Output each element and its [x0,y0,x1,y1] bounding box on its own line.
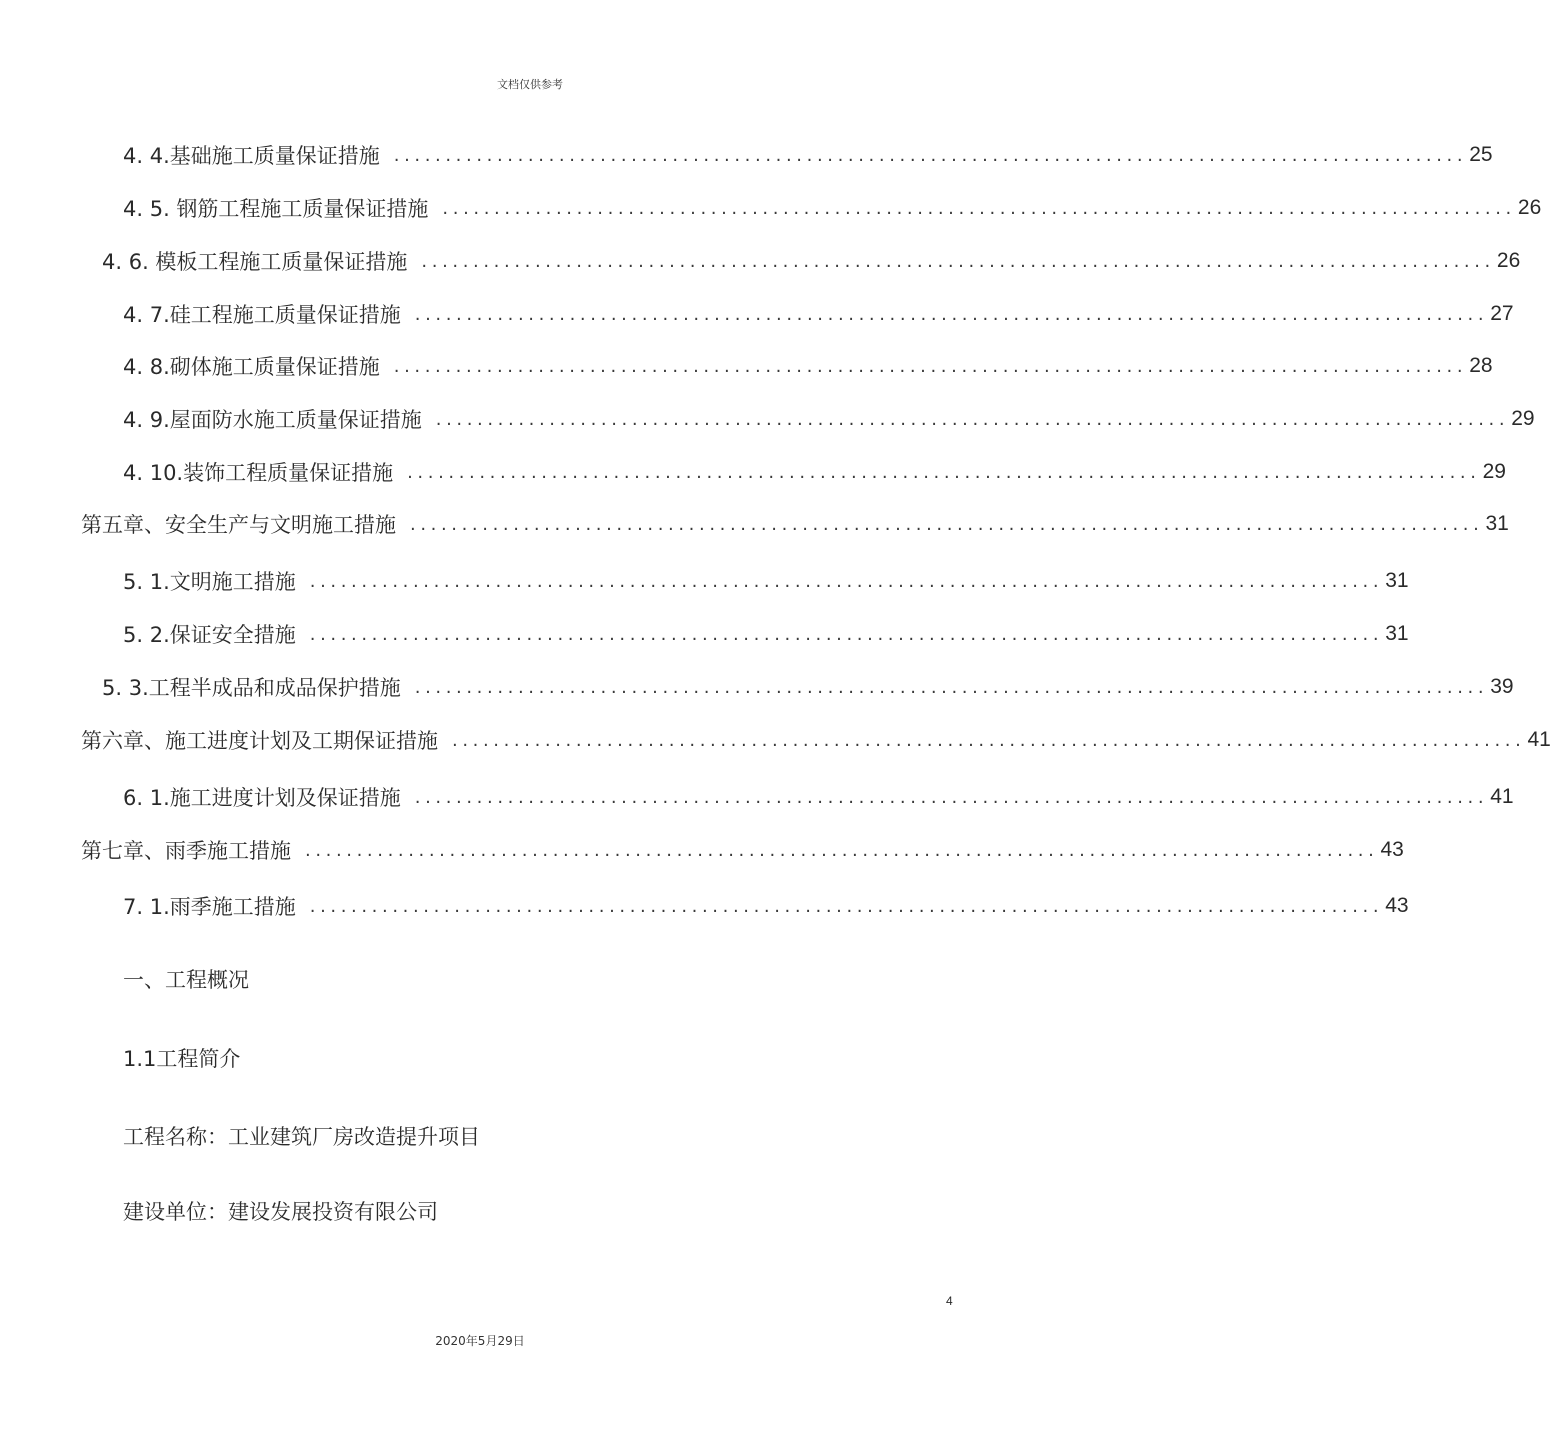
toc-leader-dots: ........................................................................................................ [435,408,1510,430]
toc-entry[interactable] [81,509,1509,539]
page-footer-date: 2020年5月29日 [435,1334,525,1348]
section-heading: 一、工程概况 [123,968,249,992]
toc-entry-label: 7. 1.雨季施工措施 [123,895,296,919]
toc-entry-label: 第五章、安全生产与文明施工措施 [81,513,396,537]
toc-entry-page: 28 [1469,354,1493,377]
toc-leader-dots: ........................................................................................................ [421,250,1495,272]
construction-unit-line: 建设单位：建设发展投资有限公司 [123,1200,438,1224]
toc-entry-label: 4. 9.屋面防水施工质量保证措施 [123,408,422,432]
toc-leader-dots: ........................................................................................................ [452,729,1526,751]
toc-entry[interactable] [102,672,1514,702]
toc-entry-page: 31 [1385,622,1409,645]
toc-entry-label: 4. 4.基础施工质量保证措施 [123,144,380,168]
toc-entry-page: 26 [1496,249,1521,272]
toc-entry[interactable] [123,457,1506,487]
toc-entry-page: 43 [1385,894,1409,917]
toc-entry[interactable] [123,891,1409,921]
toc-entry-label: 4. 7.硅工程施工质量保证措施 [123,303,401,327]
toc-entry-page: 27 [1490,302,1514,325]
subsection-heading: 1.1工程简介 [123,1047,241,1071]
toc-leader-dots: ........................................................................................................ [442,197,1516,219]
toc-leader-dots: ........................................................................................................ [407,461,1481,483]
toc-entry-label: 4. 6. 模板工程施工质量保证措施 [102,250,408,274]
toc-entry-label: 4. 5. 钢筋工程施工质量保证措施 [123,197,429,221]
toc-leader-dots: ........................................................................................................ [414,786,1489,808]
toc-entry-label: 4. 10.装饰工程质量保证措施 [123,461,394,485]
toc-entry-page: 25 [1469,143,1493,166]
toc-entry-label: 6. 1.施工进度计划及保证措施 [123,786,401,810]
toc-entry[interactable] [123,404,1535,434]
toc-entry-page: 26 [1517,196,1542,219]
toc-leader-dots: ........................................................................................................ [393,355,1468,377]
page-header: 文档仅供参考 [497,78,563,91]
toc-entry[interactable] [123,299,1514,329]
toc-entry-page: 41 [1527,728,1551,751]
toc-entry-page: 43 [1380,838,1404,861]
toc-entry-page: 39 [1490,675,1514,698]
toc-entry-label: 5. 2.保证安全措施 [123,623,296,647]
toc-entry[interactable] [123,782,1514,812]
toc-entry-page: 31 [1485,512,1509,535]
toc-entry[interactable] [81,725,1551,755]
toc-entry[interactable] [123,619,1409,649]
toc-leader-dots: ........................................................................................................ [309,623,1384,645]
toc-entry-label: 4. 8.砌体施工质量保证措施 [123,355,380,379]
toc-leader-dots: ........................................................................................................ [393,144,1468,166]
toc-leader-dots: ........................................................................................................ [309,895,1384,917]
toc-entry-label: 5. 1.文明施工措施 [123,570,296,594]
toc-entry-page: 29 [1511,407,1535,430]
toc-leader-dots: ........................................................................................................ [309,570,1384,592]
toc-entry[interactable] [123,566,1409,596]
toc-leader-dots: ........................................................................................................ [410,513,1484,535]
toc-entry[interactable] [123,351,1493,381]
toc-entry-label: 第六章、施工进度计划及工期保证措施 [81,729,438,753]
toc-entry-label: 第七章、雨季施工措施 [81,839,291,863]
toc-leader-dots: ........................................................................................................ [414,303,1489,325]
toc-entry[interactable] [102,246,1521,276]
toc-entry-page: 41 [1490,785,1514,808]
toc-entry-page: 31 [1385,569,1409,592]
toc-entry[interactable] [123,193,1542,223]
project-name-line: 工程名称：工业建筑厂房改造提升项目 [123,1125,480,1149]
toc-entry-page: 29 [1482,460,1506,483]
toc-leader-dots: ........................................................................................................ [414,676,1489,698]
toc-entry-label: 5. 3.工程半成品和成品保护措施 [102,676,401,700]
toc-entry[interactable] [81,835,1404,865]
page-number: 4 [946,1294,953,1308]
toc-leader-dots: ........................................................................................................ [305,839,1379,861]
toc-entry[interactable] [123,140,1493,170]
